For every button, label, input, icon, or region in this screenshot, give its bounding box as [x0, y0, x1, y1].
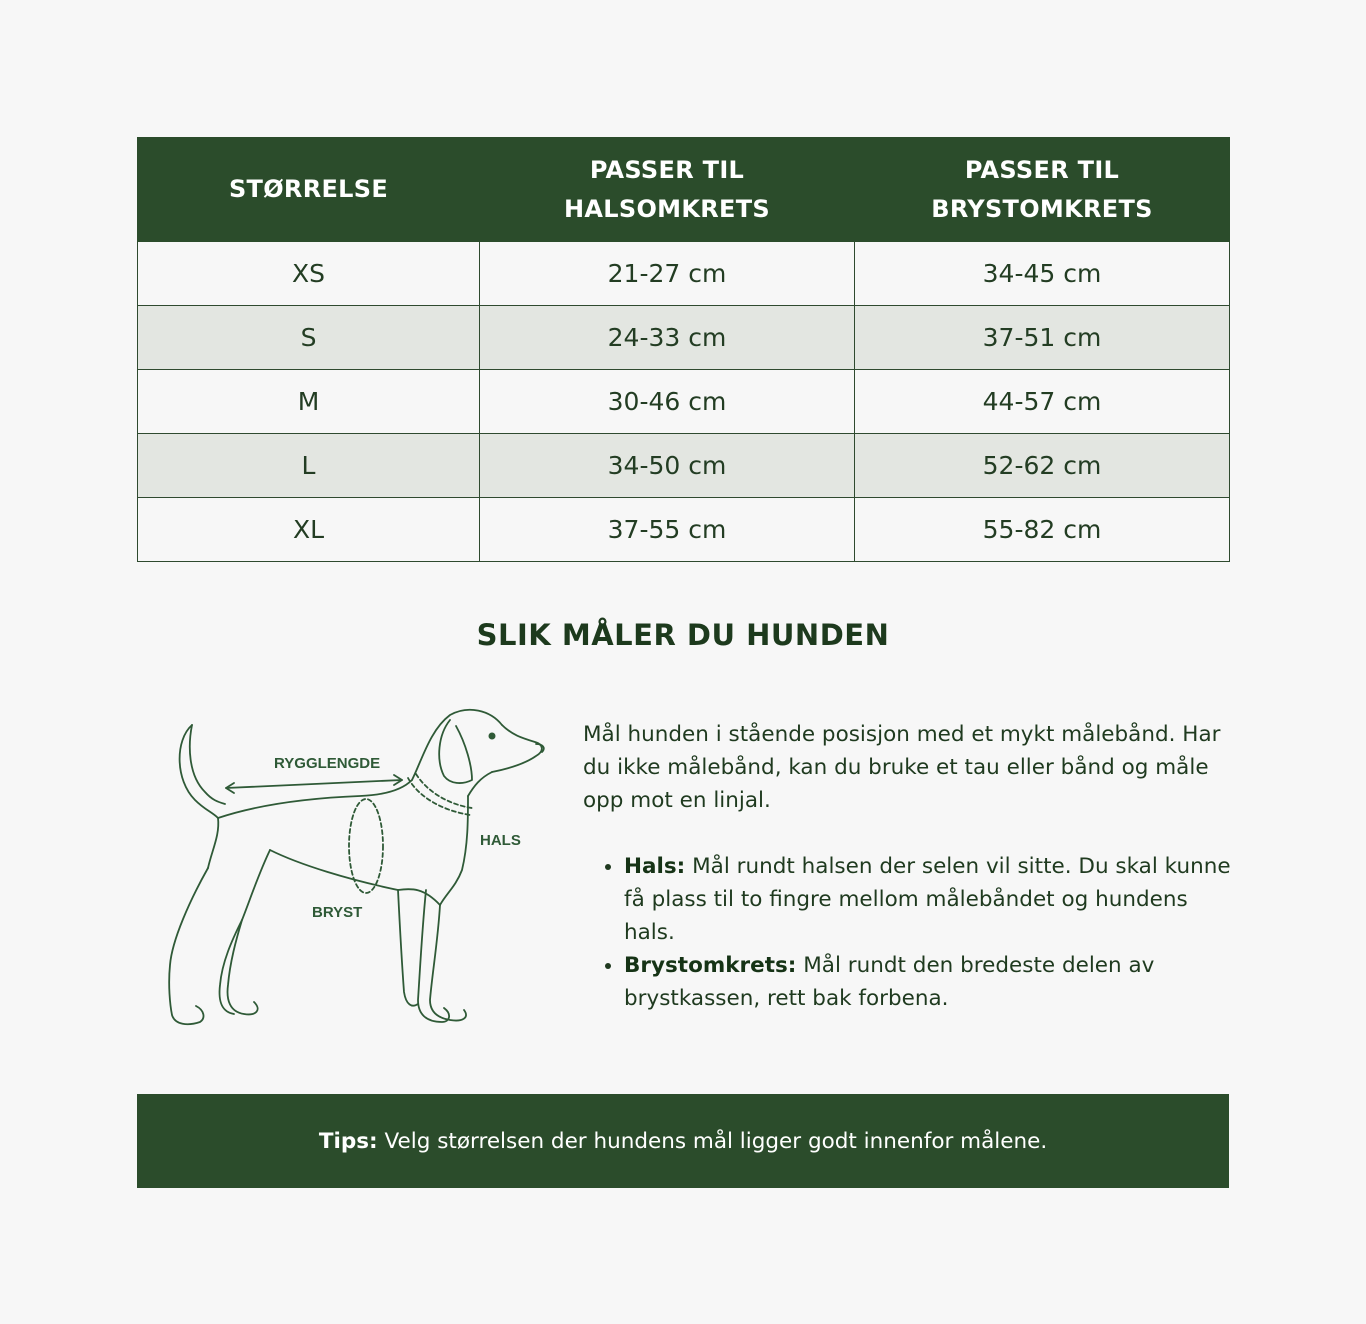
cell-neck: 37-55 cm: [480, 498, 855, 562]
cell-chest: 52-62 cm: [855, 434, 1230, 498]
table-row: [138, 370, 1230, 434]
cell-size: XS: [138, 242, 480, 306]
cell-neck: 34-50 cm: [480, 434, 855, 498]
cell-neck: 24-33 cm: [480, 306, 855, 370]
list-item-label: Brystomkrets:: [624, 953, 797, 978]
header-chest: PASSER TIL BRYSTOMKRETS: [855, 138, 1230, 242]
label-neck: HALS: [480, 832, 521, 849]
header-size: STØRRELSE: [138, 138, 480, 242]
list-item: [624, 949, 1243, 1015]
instruction-list: [583, 850, 1243, 1015]
table-row: [138, 434, 1230, 498]
cell-size: M: [138, 370, 480, 434]
cell-chest: 37-51 cm: [855, 306, 1230, 370]
cell-size: S: [138, 306, 480, 370]
table-header-row: [138, 138, 1230, 242]
tips-content: [319, 1129, 1047, 1154]
cell-size: XL: [138, 498, 480, 562]
section-title: SLIK MÅLER DU HUNDEN: [476, 618, 890, 652]
table-row: [138, 242, 1230, 306]
cell-neck: 30-46 cm: [480, 370, 855, 434]
intro-paragraph: Mål hunden i stående posisjon med et mykt målebånd. Har du ikke målebånd, kan du bruke et tau eller bånd og måle opp mot en linjal.: [583, 722, 1221, 813]
list-item-label: Hals:: [624, 854, 686, 879]
list-item-text: Mål rundt halsen der selen vil sitte. Du skal kunne få plass til to fingre mellom målebåndet og hundens hals.: [624, 854, 1231, 945]
label-chest: BRYST: [312, 904, 363, 921]
table-row: [138, 306, 1230, 370]
tips-text: Velg størrelsen der hundens mål ligger godt innenfor målene.: [377, 1128, 1048, 1154]
header-neck: PASSER TIL HALSOMKRETS: [480, 138, 855, 242]
list-item: [624, 850, 1243, 949]
list-item-text: Mål rundt den bredeste delen av brystkassen, rett bak forbena.: [624, 953, 1155, 1011]
tips-banner: [137, 1094, 1229, 1188]
cell-chest: 34-45 cm: [855, 242, 1230, 306]
measure-instructions: [583, 718, 1243, 1015]
size-chart-table: [137, 137, 1230, 562]
table-row: [138, 498, 1230, 562]
cell-neck: 21-27 cm: [480, 242, 855, 306]
cell-chest: 44-57 cm: [855, 370, 1230, 434]
tips-label: Tips:: [318, 1128, 378, 1154]
cell-chest: 55-82 cm: [855, 498, 1230, 562]
dog-measurement-illustration: [150, 700, 570, 1040]
label-back-length: RYGGLENGDE: [274, 755, 381, 772]
cell-size: L: [138, 434, 480, 498]
